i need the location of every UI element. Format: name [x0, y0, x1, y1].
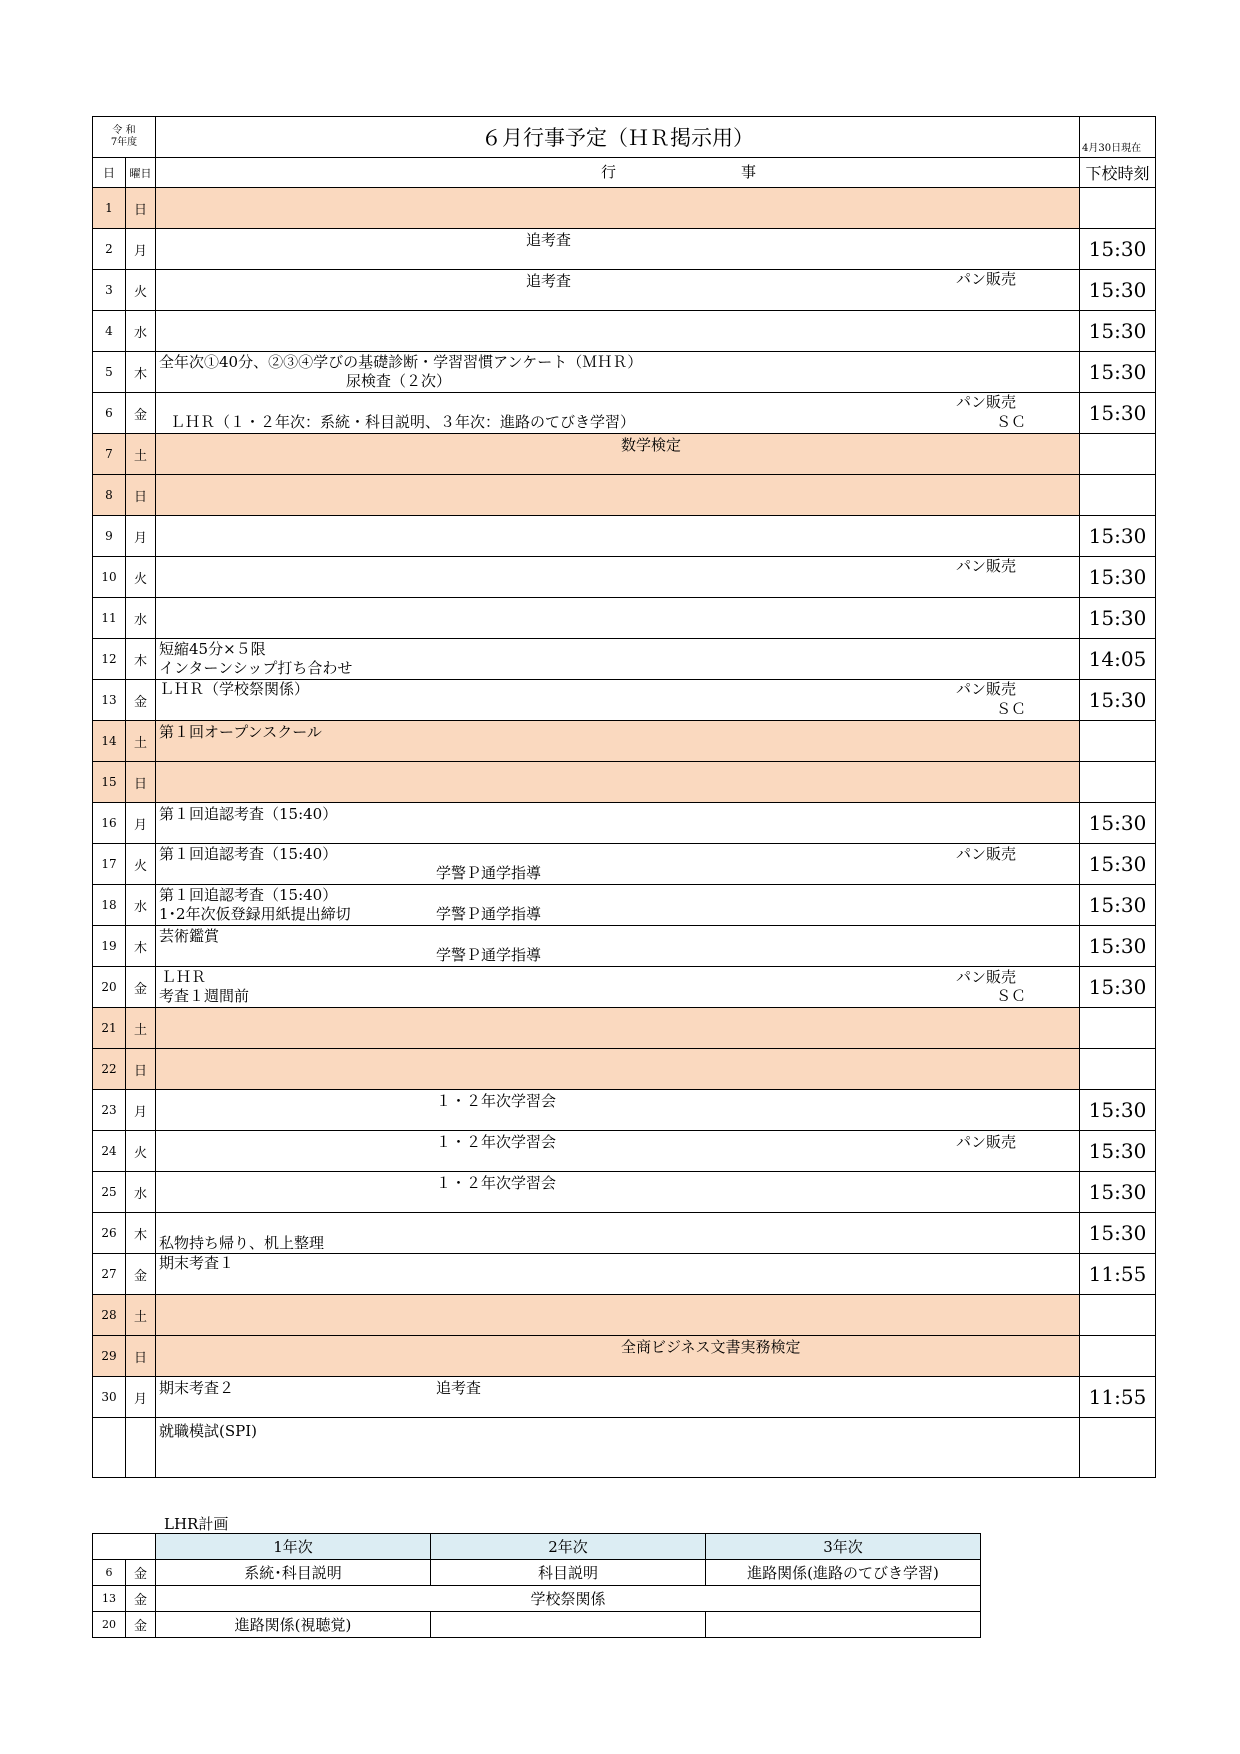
- era-line1: 令 和: [112, 125, 136, 136]
- day-number: 7: [93, 434, 126, 475]
- era-line2: 7年度: [110, 137, 138, 148]
- footer-blank-time: [1080, 1418, 1156, 1478]
- event-text: 期末考査２: [159, 1379, 235, 1397]
- event-cell: [156, 1008, 1080, 1049]
- lhr-day: 6: [93, 1560, 126, 1586]
- dismissal-time: [1080, 475, 1156, 516]
- day-row: [93, 1131, 1156, 1172]
- day-number: 5: [93, 352, 126, 393]
- day-number: 15: [93, 762, 126, 803]
- day-row: [93, 516, 1156, 557]
- dismissal-time: 15:30: [1080, 270, 1156, 311]
- day-row: [93, 598, 1156, 639]
- dismissal-time: 15:30: [1080, 844, 1156, 885]
- event-text: インターンシップ打ち合わせ: [159, 659, 353, 677]
- event-area: [156, 352, 1079, 392]
- day-of-week: 金: [126, 967, 156, 1008]
- lhr-cell-year2: [431, 1612, 706, 1638]
- day-number: 1: [93, 188, 126, 229]
- dismissal-time: 15:30: [1080, 516, 1156, 557]
- day-of-week: 土: [126, 1008, 156, 1049]
- day-row: [93, 1213, 1156, 1254]
- column-header-row: [93, 158, 1156, 188]
- event-cell: [156, 967, 1080, 1008]
- day-number: 8: [93, 475, 126, 516]
- event-text: 第１回追認考査（15:40）: [159, 886, 338, 904]
- day-number: 17: [93, 844, 126, 885]
- event-text: 期末考査１: [159, 1254, 235, 1272]
- day-number: 21: [93, 1008, 126, 1049]
- dismissal-time: 11:55: [1080, 1254, 1156, 1295]
- day-row: [93, 475, 1156, 516]
- day-number: 27: [93, 1254, 126, 1295]
- day-of-week: 月: [126, 1377, 156, 1418]
- day-of-week: 金: [126, 393, 156, 434]
- day-number: 11: [93, 598, 126, 639]
- day-of-week: 日: [126, 762, 156, 803]
- event-cell: [156, 229, 1080, 270]
- lhr-header-row: [93, 1534, 981, 1560]
- event-area: [156, 639, 1079, 679]
- day-of-week: 月: [126, 516, 156, 557]
- day-of-week: 金: [126, 680, 156, 721]
- day-of-week: 日: [126, 1049, 156, 1090]
- event-cell: [156, 557, 1080, 598]
- lhr-header-year1: 1年次: [156, 1534, 431, 1560]
- event-area: [156, 557, 1079, 597]
- day-row: [93, 926, 1156, 967]
- event-text: １・２年次学習会: [436, 1174, 557, 1192]
- day-row: [93, 1336, 1156, 1377]
- col-event-header-1: 行: [601, 163, 617, 181]
- lhr-cell-year1: 進路関係(視聴覚): [156, 1612, 431, 1638]
- lhr-cell-all-years: 学校祭関係: [156, 1586, 981, 1612]
- lhr-header-year2: 2年次: [431, 1534, 706, 1560]
- day-of-week: 火: [126, 270, 156, 311]
- event-area: [156, 229, 1079, 269]
- day-number: 14: [93, 721, 126, 762]
- event-cell: [156, 1254, 1080, 1295]
- day-of-week: 土: [126, 434, 156, 475]
- day-row: [93, 885, 1156, 926]
- event-area: [156, 475, 1079, 515]
- footer-blank-dow: [126, 1418, 156, 1478]
- lhr-cell-year3: [706, 1612, 981, 1638]
- day-number: 20: [93, 967, 126, 1008]
- event-cell: [156, 1049, 1080, 1090]
- col-dow-header: 曜日: [126, 158, 156, 188]
- day-of-week: 木: [126, 926, 156, 967]
- as-of-date: 4月30日現在: [1080, 117, 1156, 158]
- lhr-dow: 金: [126, 1612, 156, 1638]
- day-number: 13: [93, 680, 126, 721]
- event-text: 全商ビジネス文書実務検定: [621, 1338, 801, 1356]
- event-text: 考査１週間前: [159, 987, 250, 1005]
- day-number: 2: [93, 229, 126, 270]
- day-row: [93, 229, 1156, 270]
- era-cell: [93, 117, 156, 158]
- dismissal-time: 15:30: [1080, 1213, 1156, 1254]
- col-event-header-2: 事: [741, 163, 757, 181]
- event-area: [156, 270, 1079, 310]
- event-text: 数学検定: [621, 436, 682, 454]
- event-text: ＬＨＲ（１・２年次：系統・科目説明、３年次：進路のてびき学習）: [170, 413, 636, 431]
- day-of-week: 月: [126, 1090, 156, 1131]
- event-cell: [156, 803, 1080, 844]
- event-text: 学警Ｐ通学指導: [436, 946, 542, 964]
- day-row: [93, 557, 1156, 598]
- event-area: [156, 1090, 1079, 1130]
- event-cell: [156, 598, 1080, 639]
- dismissal-time: [1080, 762, 1156, 803]
- day-number: 3: [93, 270, 126, 311]
- event-area: [156, 1008, 1079, 1048]
- lhr-row: [93, 1560, 981, 1586]
- col-event-header: [156, 158, 1080, 188]
- event-text: 尿検査（２次）: [346, 372, 452, 390]
- dismissal-time: 15:30: [1080, 557, 1156, 598]
- event-text: 第１回追認考査（15:40）: [159, 805, 338, 823]
- day-number: 10: [93, 557, 126, 598]
- col-day-header: 日: [93, 158, 126, 188]
- event-text: パン販売: [956, 270, 1017, 288]
- day-number: 18: [93, 885, 126, 926]
- schedule-sheet: [92, 116, 1155, 1478]
- day-row: [93, 188, 1156, 229]
- event-text: １・２年次学習会: [436, 1092, 557, 1110]
- event-area: [156, 311, 1079, 351]
- event-area: [156, 680, 1079, 720]
- event-cell: [156, 926, 1080, 967]
- event-text: 追考査: [526, 272, 572, 290]
- event-area: [156, 1172, 1079, 1212]
- event-cell: [156, 393, 1080, 434]
- event-text: ＳＣ: [996, 987, 1027, 1005]
- dismissal-time: 15:30: [1080, 967, 1156, 1008]
- day-of-week: 日: [126, 475, 156, 516]
- day-number: 28: [93, 1295, 126, 1336]
- event-cell: [156, 1213, 1080, 1254]
- dismissal-time: 14:05: [1080, 639, 1156, 680]
- dismissal-time: [1080, 721, 1156, 762]
- day-number: 6: [93, 393, 126, 434]
- day-row: [93, 1008, 1156, 1049]
- day-row: [93, 1172, 1156, 1213]
- lhr-cell-year2: 科目説明: [431, 1560, 706, 1586]
- event-cell: [156, 1090, 1080, 1131]
- day-number: 19: [93, 926, 126, 967]
- footer-row: [93, 1418, 1156, 1478]
- event-area: [156, 1336, 1079, 1376]
- day-number: 29: [93, 1336, 126, 1377]
- day-row: [93, 639, 1156, 680]
- day-number: 24: [93, 1131, 126, 1172]
- lhr-row: [93, 1612, 981, 1638]
- day-number: 12: [93, 639, 126, 680]
- event-cell: [156, 1295, 1080, 1336]
- day-row: [93, 721, 1156, 762]
- event-cell: [156, 1131, 1080, 1172]
- event-text: 追考査: [436, 1379, 482, 1397]
- schedule-table: [92, 116, 1156, 1478]
- event-area: [156, 1254, 1079, 1294]
- event-text: ＳＣ: [996, 413, 1027, 431]
- event-text: 全年次①40分、②③④学びの基礎診断・学習習慣アンケート（ＭＨＲ）: [159, 353, 643, 371]
- event-cell: [156, 1377, 1080, 1418]
- event-cell: [156, 311, 1080, 352]
- event-text: パン販売: [956, 393, 1017, 411]
- event-cell: [156, 885, 1080, 926]
- event-cell: [156, 1336, 1080, 1377]
- lhr-plan-table: [92, 1533, 981, 1638]
- dismissal-time: 15:30: [1080, 1131, 1156, 1172]
- day-row: [93, 1090, 1156, 1131]
- event-text: パン販売: [956, 680, 1017, 698]
- dismissal-time: 11:55: [1080, 1377, 1156, 1418]
- footer-note: 就職模試(SPI): [159, 1422, 257, 1440]
- lhr-header-year3: 3年次: [706, 1534, 981, 1560]
- event-cell: [156, 1172, 1080, 1213]
- event-area: [156, 393, 1079, 433]
- day-of-week: 火: [126, 844, 156, 885]
- lhr-dow: 金: [126, 1586, 156, 1612]
- event-area: [156, 1295, 1079, 1335]
- day-row: [93, 393, 1156, 434]
- day-row: [93, 680, 1156, 721]
- day-row: [93, 967, 1156, 1008]
- day-of-week: 日: [126, 188, 156, 229]
- event-area: [156, 516, 1079, 556]
- day-number: 30: [93, 1377, 126, 1418]
- day-row: [93, 1377, 1156, 1418]
- footer-note-cell: [156, 1418, 1080, 1478]
- event-area: [156, 434, 1079, 474]
- day-of-week: 火: [126, 1131, 156, 1172]
- lhr-dow: 金: [126, 1560, 156, 1586]
- lhr-header-blank: [93, 1534, 156, 1560]
- day-row: [93, 270, 1156, 311]
- title-row: [93, 117, 1156, 158]
- day-number: 22: [93, 1049, 126, 1090]
- event-cell: [156, 762, 1080, 803]
- event-area: [156, 967, 1079, 1007]
- day-number: 25: [93, 1172, 126, 1213]
- event-area: [156, 1213, 1079, 1253]
- event-text: 短縮45分×５限: [159, 640, 266, 658]
- dismissal-time: 15:30: [1080, 393, 1156, 434]
- lhr-day: 20: [93, 1612, 126, 1638]
- event-text: ＬＨＲ（学校祭関係）: [159, 680, 310, 698]
- event-cell: [156, 270, 1080, 311]
- event-area: [156, 1131, 1079, 1171]
- event-text: 学警Ｐ通学指導: [436, 864, 542, 882]
- day-of-week: 土: [126, 721, 156, 762]
- event-area: [156, 885, 1079, 925]
- event-area: [156, 844, 1079, 884]
- event-area: [156, 1377, 1079, 1417]
- dismissal-time: [1080, 1336, 1156, 1377]
- page-title: ６月行事予定（ＨＲ掲示用）: [156, 117, 1080, 158]
- event-text: １・２年次学習会: [436, 1133, 557, 1151]
- dismissal-time: 15:30: [1080, 803, 1156, 844]
- event-area: [156, 1049, 1079, 1089]
- day-row: [93, 1254, 1156, 1295]
- day-row: [93, 803, 1156, 844]
- dismissal-time: 15:30: [1080, 926, 1156, 967]
- event-text: 第１回オープンスクール: [159, 723, 322, 741]
- event-text: 私物持ち帰り、机上整理: [159, 1234, 325, 1252]
- day-of-week: 木: [126, 352, 156, 393]
- dismissal-time: 15:30: [1080, 1090, 1156, 1131]
- day-of-week: 水: [126, 311, 156, 352]
- day-number: 9: [93, 516, 126, 557]
- event-text: 1･2年次仮登録用紙提出締切: [159, 905, 351, 923]
- day-of-week: 日: [126, 1336, 156, 1377]
- day-row: [93, 844, 1156, 885]
- day-of-week: 月: [126, 229, 156, 270]
- event-text: パン販売: [956, 968, 1017, 986]
- event-area: [156, 926, 1079, 966]
- event-text: 追考査: [526, 231, 572, 249]
- event-text: 芸術鑑賞: [159, 927, 220, 945]
- day-number: 4: [93, 311, 126, 352]
- dismissal-time: [1080, 1008, 1156, 1049]
- event-cell: [156, 721, 1080, 762]
- event-text: ＳＣ: [996, 700, 1027, 718]
- day-of-week: 木: [126, 1213, 156, 1254]
- dismissal-time: [1080, 434, 1156, 475]
- event-cell: [156, 680, 1080, 721]
- event-cell: [156, 352, 1080, 393]
- event-text: ＬＨＲ: [161, 968, 207, 986]
- day-of-week: 月: [126, 803, 156, 844]
- event-area: [156, 188, 1079, 228]
- event-text: 第１回追認考査（15:40）: [159, 845, 338, 863]
- dismissal-time: 15:30: [1080, 885, 1156, 926]
- event-cell: [156, 844, 1080, 885]
- day-of-week: 水: [126, 1172, 156, 1213]
- day-row: [93, 1295, 1156, 1336]
- event-cell: [156, 475, 1080, 516]
- event-area: [156, 721, 1079, 761]
- event-cell: [156, 516, 1080, 557]
- day-row: [93, 352, 1156, 393]
- day-of-week: 火: [126, 557, 156, 598]
- event-cell: [156, 639, 1080, 680]
- dismissal-time: [1080, 1295, 1156, 1336]
- dismissal-time: 15:30: [1080, 680, 1156, 721]
- day-number: 26: [93, 1213, 126, 1254]
- event-area: [156, 803, 1079, 843]
- day-of-week: 水: [126, 598, 156, 639]
- day-number: 23: [93, 1090, 126, 1131]
- dismissal-time: 15:30: [1080, 1172, 1156, 1213]
- dismissal-time: 15:30: [1080, 598, 1156, 639]
- dismissal-time: [1080, 1049, 1156, 1090]
- footer-blank-day: [93, 1418, 126, 1478]
- col-dismissal-header: 下校時刻: [1080, 158, 1156, 188]
- day-of-week: 水: [126, 885, 156, 926]
- event-cell: [156, 434, 1080, 475]
- event-text: 学警Ｐ通学指導: [436, 905, 542, 923]
- lhr-cell-year3: 進路関係(進路のてびき学習): [706, 1560, 981, 1586]
- day-row: [93, 434, 1156, 475]
- day-number: 16: [93, 803, 126, 844]
- lhr-day: 13: [93, 1586, 126, 1612]
- event-cell: [156, 188, 1080, 229]
- day-row: [93, 1049, 1156, 1090]
- day-of-week: 土: [126, 1295, 156, 1336]
- day-row: [93, 311, 1156, 352]
- dismissal-time: [1080, 188, 1156, 229]
- lhr-cell-year1: 系統･科目説明: [156, 1560, 431, 1586]
- dismissal-time: 15:30: [1080, 311, 1156, 352]
- dismissal-time: 15:30: [1080, 229, 1156, 270]
- event-area: [156, 598, 1079, 638]
- event-text: パン販売: [956, 845, 1017, 863]
- day-of-week: 木: [126, 639, 156, 680]
- day-row: [93, 762, 1156, 803]
- event-text: パン販売: [956, 557, 1017, 575]
- dismissal-time: 15:30: [1080, 352, 1156, 393]
- event-text: パン販売: [956, 1133, 1017, 1151]
- event-area: [156, 762, 1079, 802]
- lhr-plan-title: LHR計画: [164, 1515, 229, 1533]
- day-of-week: 金: [126, 1254, 156, 1295]
- lhr-row: [93, 1586, 981, 1612]
